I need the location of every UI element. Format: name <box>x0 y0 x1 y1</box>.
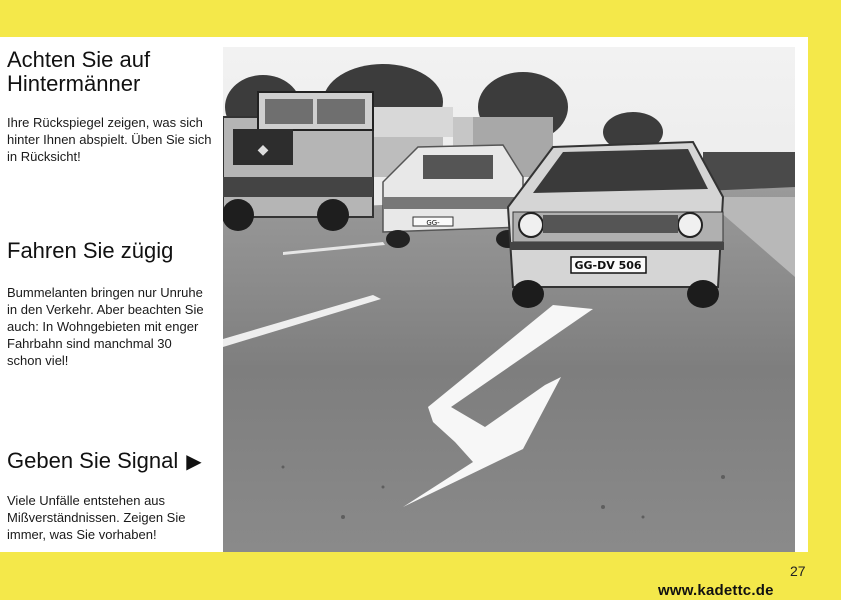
svg-text:◆: ◆ <box>257 142 269 158</box>
page-number: 27 <box>790 563 806 579</box>
main-car <box>508 142 724 308</box>
brochure-page <box>0 37 808 552</box>
heading-hintermaenner: Achten Sie auf Hintermänner <box>7 47 151 96</box>
paragraph-signal: Viele Unfälle entstehen aus Mißverständnissen. Zeigen Sie immer, was Sie vorhaben! <box>7 493 186 542</box>
heading-signal-text: Geben Sie Signal <box>7 448 179 473</box>
heading-zuegig: Fahren Sie zügig <box>7 238 174 263</box>
text-column <box>0 37 222 552</box>
paragraph-hintermaenner: Ihre Rückspiegel zeigen, was sich hinter Ihnen abspielt. Üben Sie sich in Rücksicht! <box>7 115 212 164</box>
play-arrow-icon: ▶ <box>186 451 202 473</box>
heading-signal <box>7 449 202 474</box>
website-url[interactable]: www.kadettc.de <box>658 582 774 599</box>
traffic-photo <box>223 47 795 552</box>
license-plate: GG-DV 506 <box>574 259 642 272</box>
paragraph-zuegig: Bummelanten bringen nur Unruhe in den Verkehr. Aber beachten Sie auch: In Wohngebieten mit enger Fahrbahn sind manchmal 30 schon viel! <box>7 285 204 368</box>
svg-text:GG-: GG- <box>426 219 440 227</box>
